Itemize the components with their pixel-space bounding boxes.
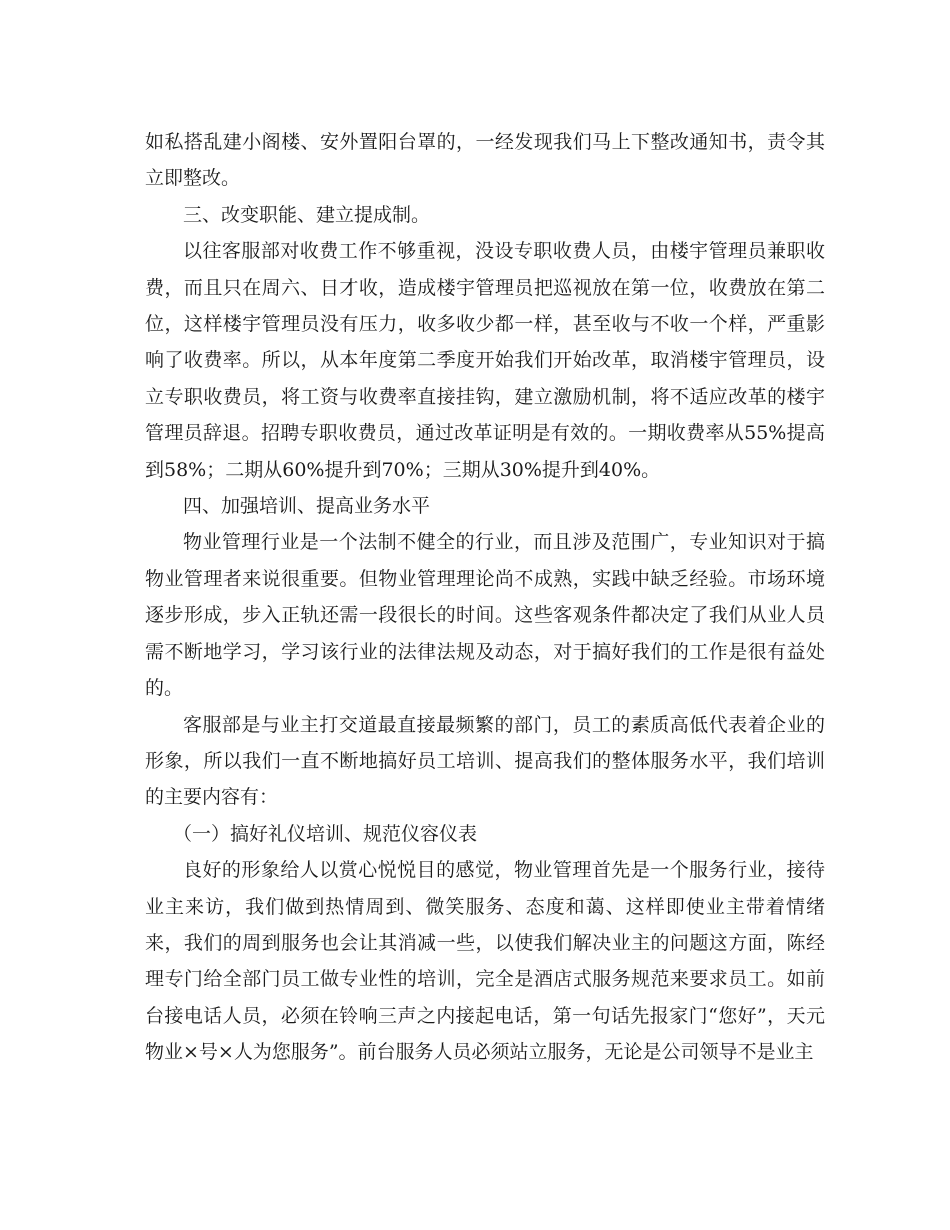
paragraph-fee-reform: 以往客服部对收费工作不够重视，没设专职收费人员，由楼宇管理员兼职收费，而且只在周六、日才收，造成楼宇管理员把巡视放在第一位，收费放在第二位，这样楼宇管理员没有压力，收多收少都一样，甚至收与不收一个样，严重影响了收费率。所以，从本年度第二季度开始我们开始改革，取消楼宇管理员，设立专职收费员，将工资与收费率直接挂钩，建立激励机制，将不适应改革的楼宇管理员辞退。招聘专职收费员，通过改革证明是有效的。一期收费率从55%提高到58%；二期从60%提升到70%；三期从30%提升到40%。 [145, 240, 825, 481]
paragraph-industry-learning: 物业管理行业是一个法制不健全的行业，而且涉及范围广，专业知识对于搞物业管理者来说很重要。但物业管理理论尚不成熟，实践中缺乏经验。市场环境逐步形成，步入正轨还需一段很长的时间。这些客观条件都决定了我们从业人员需不断地学习，学习该行业的法律法规及动态，对于搞好我们的工作是很有益处的。 [145, 531, 825, 700]
subsection-heading-1: （一）搞好礼仪培训、规范仪容仪表 [173, 822, 478, 845]
section-heading-4: 四、加强培训、提高业务水平 [183, 495, 431, 518]
paragraph-customer-service-training: 客服部是与业主打交道最直接最频繁的部门，员工的素质高低代表着企业的形象，所以我们一直不断地搞好员工培训、提高我们的整体服务水平，我们培训的主要内容有： [145, 713, 825, 809]
paragraph-continuation: 如私搭乱建小阁楼、安外置阳台罩的，一经发现我们马上下整改通知书，责令其立即整改。 [145, 131, 825, 190]
paragraph-etiquette: 良好的形象给人以赏心悦悦目的感觉，物业管理首先是一个服务行业，接待业主来访，我们做到热情周到、微笑服务、态度和蔼、这样即使业主带着情绪来，我们的周到服务也会让其消减一些，以使我们解决业主的问题这方面，陈经理专门给全部门员工做专业性的培训，完全是酒店式服务规范来要求员工。如前台接电话人员，必须在铃响三声之内接起电话，第一句话先报家门“您好”，天元物业×号×人为您服务”。前台服务人员必须站立服务，无论是公司领导不是业主 [145, 859, 825, 1064]
document-body [145, 124, 825, 1071]
section-heading-3: 三、改变职能、建立提成制。 [183, 203, 431, 226]
